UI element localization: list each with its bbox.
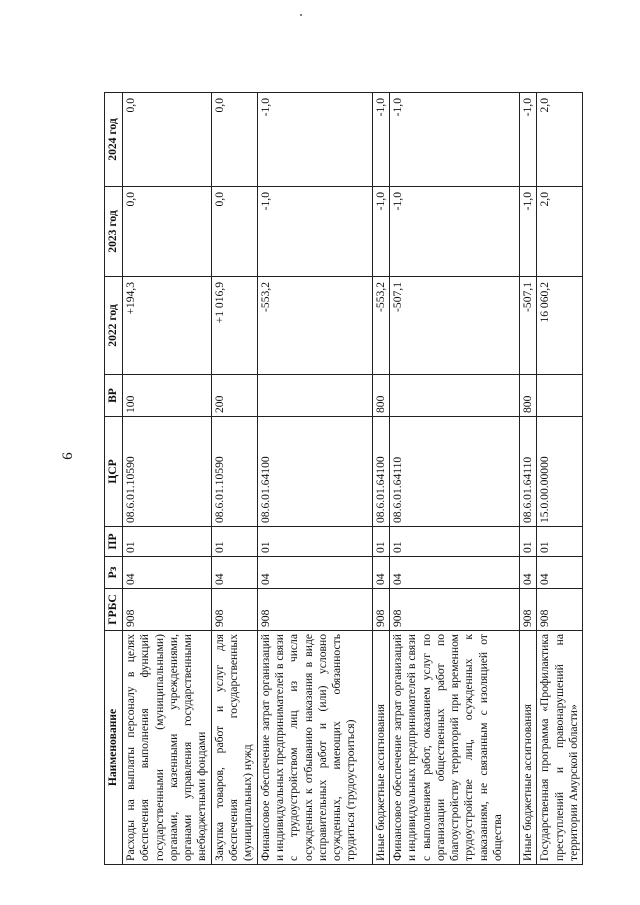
header-vr: ВР bbox=[105, 375, 123, 417]
header-grbs: ГРБС bbox=[105, 589, 123, 631]
cell-grbs: 908 bbox=[123, 589, 212, 631]
cell-vr: 800 bbox=[372, 375, 389, 417]
cell-2023: 0,0 bbox=[211, 187, 257, 277]
cell-2023: -1,0 bbox=[372, 187, 389, 277]
cell-2024: -1,0 bbox=[257, 93, 372, 187]
cell-pr: 01 bbox=[211, 527, 257, 557]
cell-vr: 100 bbox=[123, 375, 212, 417]
cell-2022: 16 060,2 bbox=[537, 277, 583, 375]
cell-2023: 0,0 bbox=[123, 187, 212, 277]
cell-csr: 08.6.01.10590 bbox=[123, 417, 212, 527]
cell-2022: -553,2 bbox=[257, 277, 372, 375]
cell-csr: 08.6.01.64100 bbox=[257, 417, 372, 527]
cell-name: Закупка товаров, работ и услуг для обеспечения государственных (муниципальных) нужд bbox=[211, 631, 257, 865]
rotated-page-content bbox=[104, 93, 580, 865]
cell-vr: 800 bbox=[519, 375, 536, 417]
cell-name: Расходы на выплаты персоналу в целях обеспечения выполнения функций государственными (муниципальными) органами, казенными учреждениями, органами управления государственными внебюджетными фондами bbox=[123, 631, 212, 865]
cell-2024: -1,0 bbox=[389, 93, 519, 187]
cell-name: Финансовое обеспечение затрат организаций и индивидуальных предпринимателей в связи с выполнением работ, оказанием услуг по организации общественных работ по благоустройству территорий при временном трудоустройстве лиц, осужденных к наказаниям, не связанным с изоляцией от общества bbox=[389, 631, 519, 865]
cell-pr: 01 bbox=[389, 527, 519, 557]
cell-pr: 01 bbox=[537, 527, 583, 557]
table-row bbox=[257, 93, 372, 865]
cell-grbs: 908 bbox=[389, 589, 519, 631]
header-2023: 2023 год bbox=[105, 187, 123, 277]
cell-name: Иные бюджетные ассигнования bbox=[372, 631, 389, 865]
table-row bbox=[123, 93, 212, 865]
header-2024: 2024 год bbox=[105, 93, 123, 187]
cell-grbs: 908 bbox=[257, 589, 372, 631]
cell-name: Государственная программа «Профилактика преступлений и правонарушений на территории Амурской области» bbox=[537, 631, 583, 865]
cell-pr: 01 bbox=[372, 527, 389, 557]
cell-2022: -507,1 bbox=[519, 277, 536, 375]
header-2022: 2022 год bbox=[105, 277, 123, 375]
cell-2023: -1,0 bbox=[519, 187, 536, 277]
cell-2022: +1 016,9 bbox=[211, 277, 257, 375]
cell-vr bbox=[389, 375, 519, 417]
scan-speck bbox=[300, 14, 302, 16]
cell-rz: 04 bbox=[257, 557, 372, 589]
cell-2023: 2,0 bbox=[537, 187, 583, 277]
table-row bbox=[389, 93, 519, 865]
page-number: 9 bbox=[58, 452, 75, 460]
cell-csr: 08.6.01.64110 bbox=[519, 417, 536, 527]
cell-name: Иные бюджетные ассигнования bbox=[519, 631, 536, 865]
cell-2024: 2,0 bbox=[537, 93, 583, 187]
header-name: Наименование bbox=[105, 631, 123, 865]
table-row bbox=[372, 93, 389, 865]
cell-2023: -1,0 bbox=[257, 187, 372, 277]
cell-pr: 01 bbox=[519, 527, 536, 557]
cell-rz: 04 bbox=[537, 557, 583, 589]
budget-table bbox=[104, 92, 583, 865]
header-csr: ЦСР bbox=[105, 417, 123, 527]
cell-2024: 0,0 bbox=[211, 93, 257, 187]
cell-rz: 04 bbox=[389, 557, 519, 589]
cell-grbs: 908 bbox=[519, 589, 536, 631]
table-header-row bbox=[105, 93, 123, 865]
table-row bbox=[211, 93, 257, 865]
cell-vr bbox=[257, 375, 372, 417]
cell-rz: 04 bbox=[519, 557, 536, 589]
cell-csr: 08.6.01.64100 bbox=[372, 417, 389, 527]
cell-rz: 04 bbox=[211, 557, 257, 589]
cell-rz: 04 bbox=[123, 557, 212, 589]
cell-2023: -1,0 bbox=[389, 187, 519, 277]
cell-2024: 0,0 bbox=[123, 93, 212, 187]
cell-2022: -507,1 bbox=[389, 277, 519, 375]
cell-2024: -1,0 bbox=[519, 93, 536, 187]
cell-pr: 01 bbox=[257, 527, 372, 557]
cell-rz: 04 bbox=[372, 557, 389, 589]
cell-grbs: 908 bbox=[372, 589, 389, 631]
cell-csr: 08.6.01.64110 bbox=[389, 417, 519, 527]
cell-vr bbox=[537, 375, 583, 417]
table-row bbox=[537, 93, 583, 865]
cell-name: Финансовое обеспечение затрат организаций и индивидуальных предпринимателей в связи с трудоустройством лиц из числа осужденных к отбыванию наказания в виде исправительных работ и (или) условно осужденных, имеющих обязанность трудиться (трудоустроиться) bbox=[257, 631, 372, 865]
cell-grbs: 908 bbox=[211, 589, 257, 631]
header-pr: ПР bbox=[105, 527, 123, 557]
header-rz: Рз bbox=[105, 557, 123, 589]
table-row bbox=[519, 93, 536, 865]
cell-grbs: 908 bbox=[537, 589, 583, 631]
cell-2022: +194,3 bbox=[123, 277, 212, 375]
cell-csr: 08.6.01.10590 bbox=[211, 417, 257, 527]
cell-csr: 15.0.00.00000 bbox=[537, 417, 583, 527]
cell-pr: 01 bbox=[123, 527, 212, 557]
cell-vr: 200 bbox=[211, 375, 257, 417]
cell-2022: -553,2 bbox=[372, 277, 389, 375]
cell-2024: -1,0 bbox=[372, 93, 389, 187]
